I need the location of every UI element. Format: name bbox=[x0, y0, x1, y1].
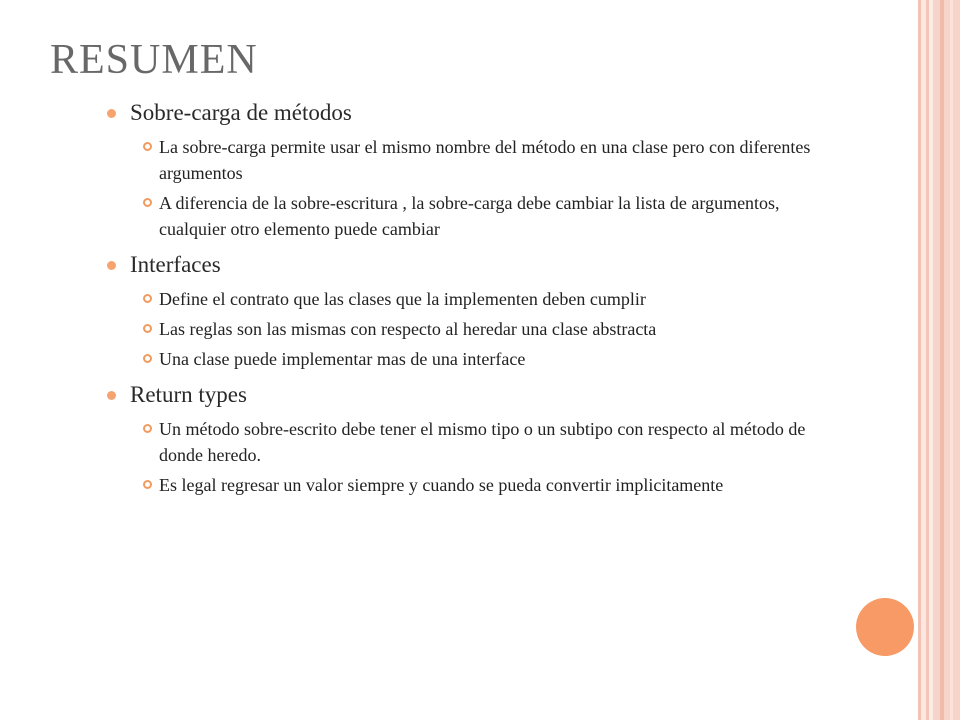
section-heading-text: Return types bbox=[130, 382, 247, 407]
bullet-ring-icon bbox=[143, 480, 152, 489]
bullet-ring-icon bbox=[143, 142, 152, 151]
section-heading bbox=[106, 378, 826, 412]
sub-list bbox=[106, 416, 826, 498]
bullet-ring-icon bbox=[143, 324, 152, 333]
section-return-types bbox=[106, 378, 826, 498]
list-item-text: Es legal regresar un valor siempre y cuando se pueda convertir implicitamente bbox=[159, 475, 724, 495]
list-item bbox=[106, 346, 826, 372]
bullet-ring-icon bbox=[143, 294, 152, 303]
bullet-dot-icon bbox=[107, 109, 116, 118]
list-item bbox=[106, 316, 826, 342]
list-item-text: Las reglas son las mismas con respecto al heredar una clase abstracta bbox=[159, 319, 657, 339]
decorative-circle bbox=[856, 598, 914, 656]
decorative-stripe bbox=[950, 0, 953, 720]
decorative-stripe bbox=[933, 0, 960, 720]
section-heading-text: Sobre-carga de métodos bbox=[130, 100, 352, 125]
list-item bbox=[106, 416, 826, 468]
decorative-stripe bbox=[940, 0, 944, 720]
list-item-text: Una clase puede implementar mas de una interface bbox=[159, 349, 526, 369]
bullet-ring-icon bbox=[143, 198, 152, 207]
section-interfaces bbox=[106, 248, 826, 372]
list-item bbox=[106, 286, 826, 312]
list-item bbox=[106, 190, 826, 242]
list-item-text: Un método sobre-escrito debe tener el mismo tipo o un subtipo con respecto al método de donde heredo. bbox=[159, 419, 806, 465]
sub-list bbox=[106, 286, 826, 372]
bullet-list bbox=[106, 96, 826, 498]
slide-title: RESUMEN bbox=[50, 37, 258, 83]
bullet-ring-icon bbox=[143, 354, 152, 363]
list-item-text: La sobre-carga permite usar el mismo nombre del método en una clase pero con diferentes argumentos bbox=[159, 137, 811, 183]
bullet-dot-icon bbox=[107, 391, 116, 400]
sub-list bbox=[106, 134, 826, 242]
list-item bbox=[106, 472, 826, 498]
section-overloading bbox=[106, 96, 826, 242]
bullet-dot-icon bbox=[107, 261, 116, 270]
section-heading bbox=[106, 96, 826, 130]
section-heading bbox=[106, 248, 826, 282]
bullet-ring-icon bbox=[143, 424, 152, 433]
list-item-text: A diferencia de la sobre-escritura , la sobre-carga debe cambiar la lista de argumentos, cualquier otro elemento puede cambiar bbox=[159, 193, 780, 239]
list-item bbox=[106, 134, 826, 186]
list-item-text: Define el contrato que las clases que la implementen deben cumplir bbox=[159, 289, 646, 309]
section-heading-text: Interfaces bbox=[130, 252, 221, 277]
